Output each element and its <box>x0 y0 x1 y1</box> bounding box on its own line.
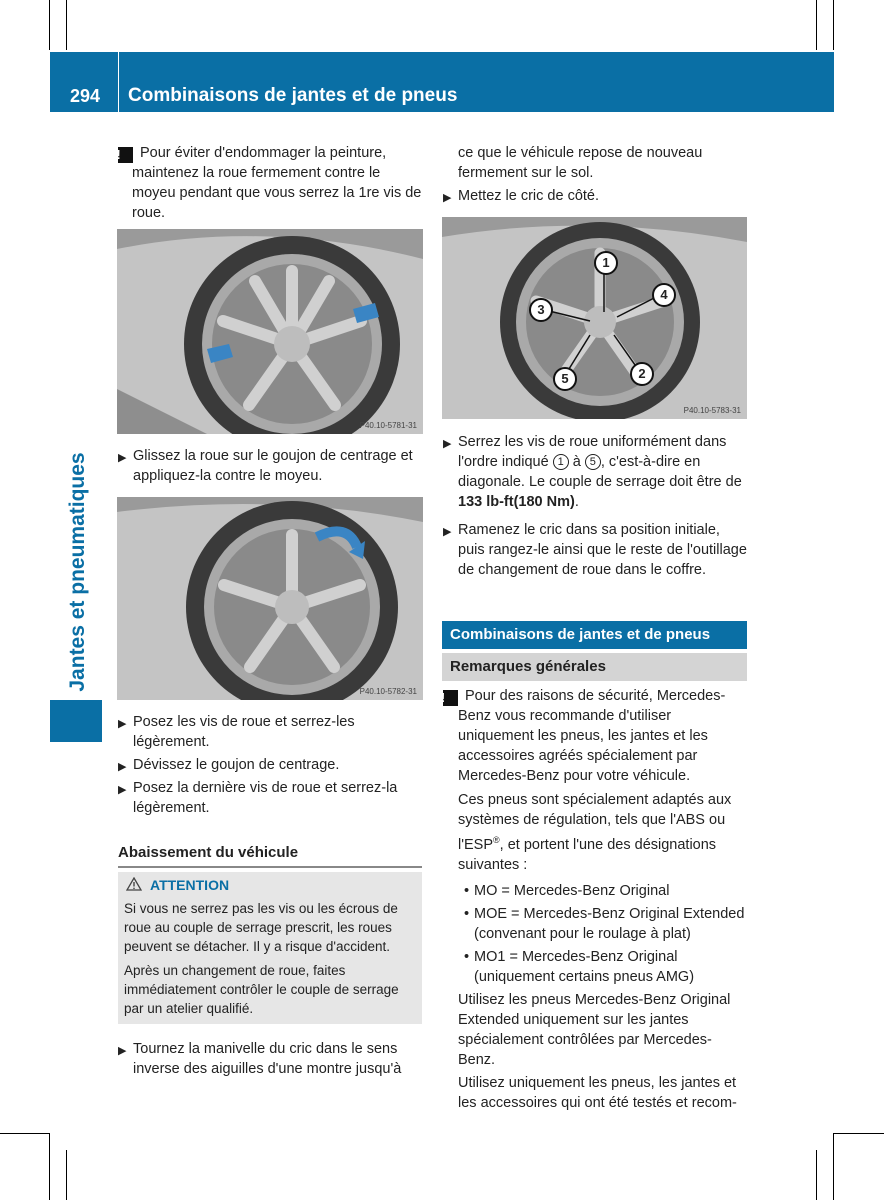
callout-2: 2 <box>630 362 654 386</box>
photo-reference: P40.10-5782-31 <box>359 687 417 696</box>
page-number: 294 <box>70 86 101 106</box>
bullet-arrow-icon: ▶ <box>118 761 127 773</box>
intro-warning <box>118 143 423 223</box>
crop-mark <box>49 0 50 50</box>
designation-item: • MO = Mercedes-Benz Original <box>458 881 748 901</box>
sequence-number-icon: 5 <box>585 454 601 470</box>
right-steps-1 <box>443 143 748 209</box>
bullet-arrow-icon: ▶ <box>118 1045 127 1057</box>
section-heading: Abaissement du véhicule <box>118 844 299 861</box>
list-item: ▶ Serrez les vis de roue uniformément dans l'ordre indiqué 1 à 5 , c'est-à-dire en diagonale. Le couple de serrage doit être de 133 lb-ft(180 Nm). <box>443 434 742 510</box>
photo-reference: P40.10-5781-31 <box>359 421 417 430</box>
callout-5: 5 <box>553 367 577 391</box>
steps-block-2 <box>118 712 424 821</box>
warning-icon: ! <box>443 690 458 706</box>
crop-mark <box>49 1133 50 1200</box>
page-title: Combinaisons de jantes et de pneus <box>128 85 458 106</box>
header-divider <box>118 52 119 112</box>
crop-mark <box>66 1150 67 1200</box>
bullet-arrow-icon: ▶ <box>443 526 452 538</box>
list-item: ▶ Mettez le cric de côté. <box>443 186 748 206</box>
crop-mark <box>833 0 834 50</box>
wheel-photo-1 <box>117 229 423 434</box>
wheel-photo-2 <box>117 497 423 700</box>
attention-text: Si vous ne serrez pas les vis ou les écrous de roue au couple de serrage prescrit, les roues peuvent se détacher. Il y a risque d'accident. <box>124 901 398 954</box>
bullet-arrow-icon: ▶ <box>118 718 127 730</box>
intro-warning-text: Pour éviter d'endommager la peinture, maintenez la roue fermement contre le moyeu pendant que vous serrez la 1re vis de roue. <box>132 145 422 221</box>
list-item: ▶ Posez la dernière vis de roue et serrez-la légèrement. <box>118 780 398 816</box>
crop-mark <box>833 1133 834 1200</box>
steps-block-3 <box>118 1039 424 1082</box>
attention-text: Après un changement de roue, faites immédiatement contrôler le couple de serrage par un atelier qualifié. <box>124 963 399 1016</box>
callout-3: 3 <box>529 298 553 322</box>
right-steps-2 <box>443 432 748 583</box>
warning-icon: ! <box>118 147 133 163</box>
lowering-section <box>118 843 422 868</box>
bullet-arrow-icon: ▶ <box>443 192 452 204</box>
sequence-number-icon: 1 <box>553 454 569 470</box>
list-item: ▶ Tournez la manivelle du cric dans le sens inverse des aiguilles d'une montre jusqu'à <box>118 1041 402 1077</box>
list-item: ce que le véhicule repose de nouveau fermement sur le sol. <box>458 145 703 181</box>
list-item: ▶ Dévissez le goujon de centrage. <box>118 755 424 775</box>
warning-triangle-icon <box>126 877 142 891</box>
bullet-arrow-icon: ▶ <box>118 452 127 464</box>
chapter-side-label: Jantes et pneumatiques <box>66 452 89 692</box>
designation-item: • MO1 = Mercedes-Benz Original (uniquement certains pneus AMG) <box>458 947 748 987</box>
steps-block-1 <box>118 446 424 489</box>
callout-1: 1 <box>594 251 618 275</box>
section-heading-blue: Combinaisons de jantes et de pneus <box>442 621 747 649</box>
chapter-tab <box>50 700 102 742</box>
list-item: ▶ Posez les vis de roue et serrez-les légèrement. <box>118 714 355 750</box>
paragraph: Utilisez les pneus Mercedes-Benz Original Extended uniquement sur les jantes spécialement contrôlées par Mercedes-Benz. <box>458 991 731 1068</box>
crop-mark <box>816 1150 817 1200</box>
crop-mark <box>834 1133 884 1134</box>
section-heading-grey: Remarques générales <box>442 653 747 681</box>
torque-value: 133 lb-ft(180 Nm) <box>458 494 575 510</box>
bullet-arrow-icon: ▶ <box>443 438 452 450</box>
photo-reference: P40.10-5783-31 <box>683 406 741 415</box>
bullet-arrow-icon: ▶ <box>118 784 127 796</box>
wheel-photo-3 <box>442 217 747 419</box>
callout-4: 4 <box>652 283 676 307</box>
list-item: ▶ Glissez la roue sur le goujon de centrage et appliquez-la contre le moyeu. <box>118 448 413 484</box>
crop-mark <box>0 1133 50 1134</box>
list-item: ▶ Ramenez le cric dans sa position initiale, puis rangez-le ainsi que le reste de l'outillage de changement de roue dans le coffre. <box>443 522 747 578</box>
crop-mark <box>66 0 67 50</box>
attention-title: ATTENTION <box>124 876 416 895</box>
paragraph: Utilisez uniquement les pneus, les jantes et les accessoires qui ont été testés et recom- <box>458 1074 737 1111</box>
designation-item: • MOE = Mercedes-Benz Original Extended (convenant pour le roulage à plat) <box>458 904 748 944</box>
general-notes: ! Pour des raisons de sécurité, Mercedes-Benz vous recommande d'utiliser uniquement les pneus, les jantes et les accessoires agréés spécialement par Mercedes-Benz pour votre véhicule. Ces pneus sont spécialement adaptés aux systèmes de régulation, tels que l'ABS ou l'ESP®, et portent l'une des désignations suivantes : • MO = Mercedes-Benz Original • MOE = Mercedes-Benz Original Extended (convenant pour le roulage à plat) • MO1 = Mercedes-Benz Original (uniquement certains pneus AMG) Utilisez les pneus Mercedes-Benz Original Extended uniquement sur les jantes spécialement contrôlées par Mercedes-Benz. Utilisez uniquement les pneus, les jantes et les accessoires qui ont été testés et recom- <box>443 686 748 1113</box>
section-rule <box>118 866 422 868</box>
attention-box <box>118 872 422 1024</box>
crop-mark <box>816 0 817 50</box>
